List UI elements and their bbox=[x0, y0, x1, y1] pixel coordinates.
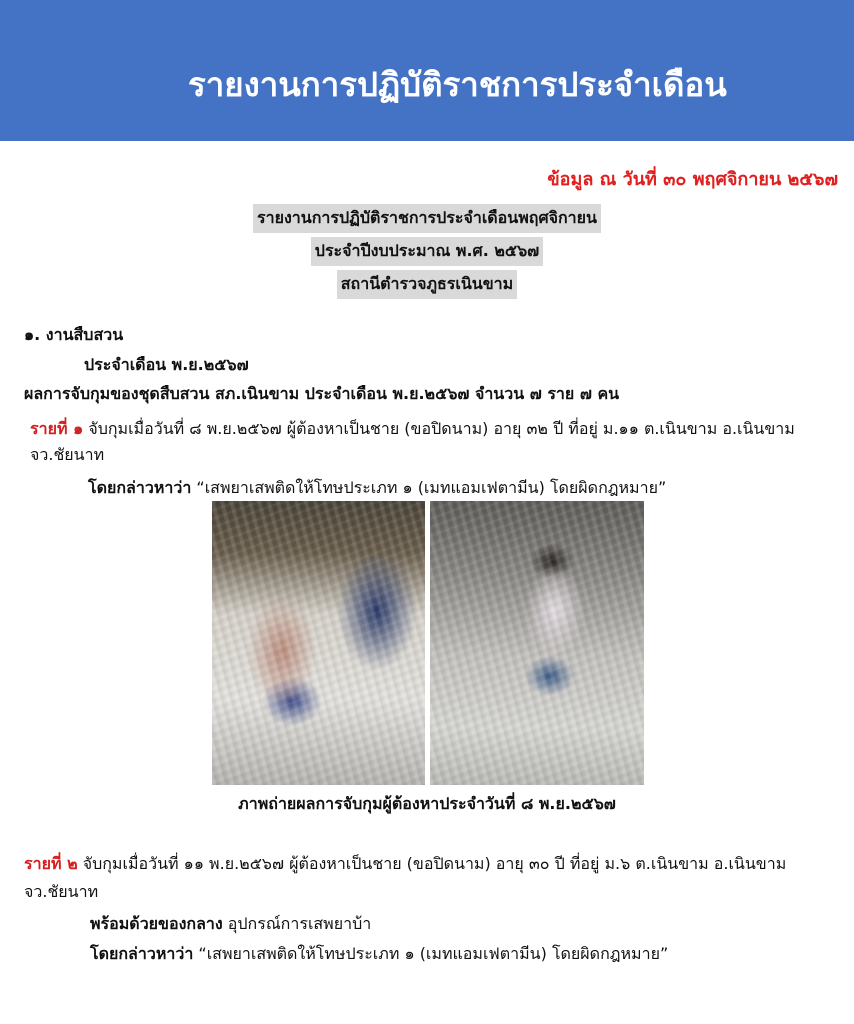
report-heading bbox=[0, 202, 854, 301]
case-1-charge-label: โดยกล่าวหาว่า bbox=[88, 478, 192, 497]
case-1-charge: “เสพยาเสพติดให้โทษประเภท ๑ (เมทแอมเฟตามีน) โดยผิดกฎหมาย” bbox=[191, 478, 667, 497]
case-2-evidence: อุปกรณ์การเสพยาบ้า bbox=[222, 914, 372, 933]
arrest-photo-right bbox=[430, 501, 644, 785]
arrest-photo-left bbox=[212, 501, 425, 785]
photo-caption: ภาพถ่ายผลการจับกุมผู้ต้องหาประจำวันที่ ๘ พ.ย.๒๕๖๗ bbox=[238, 794, 616, 813]
case-1-label: รายที่ ๑ bbox=[30, 419, 84, 438]
case-2-charge-line bbox=[90, 942, 668, 967]
data-date: ข้อมูล ณ วันที่ ๓๐ พฤศจิกายน ๒๕๖๗ bbox=[547, 169, 838, 190]
header-banner bbox=[0, 0, 854, 141]
case-1-line bbox=[30, 417, 795, 442]
arrest-summary: ผลการจับกุมของชุดสืบสวน สภ.เนินขาม ประจำเดือน พ.ย.๒๕๖๗ จำนวน ๗ ราย ๗ คน bbox=[24, 384, 620, 403]
report-heading-line-2: ประจำปีงบประมาณ พ.ศ. ๒๕๖๗ bbox=[311, 237, 543, 266]
case-2-charge-label: โดยกล่าวหาว่า bbox=[90, 944, 194, 963]
case-2-line bbox=[24, 852, 786, 877]
case-2-evidence-line bbox=[90, 912, 371, 937]
case-2-charge: “เสพยาเสพติดให้โทษประเภท ๑ (เมทแอมเฟตามีน) โดยผิดกฎหมาย” bbox=[193, 944, 669, 963]
section-title: ๑. งานสืบสวน bbox=[24, 325, 124, 344]
case-1-province: จว.ชัยนาท bbox=[30, 445, 105, 464]
case-1-charge-line bbox=[88, 476, 666, 501]
blur-overlay bbox=[430, 501, 644, 785]
case-2-text: จับกุมเมื่อวันที่ ๑๑ พ.ย.๒๕๖๗ ผู้ต้องหาเป็นชาย (ขอปิดนาม) อายุ ๓๐ ปี ที่อยู่ ม.๖ ต.เนินขาม อ.เนินขาม bbox=[77, 854, 787, 873]
blur-overlay bbox=[212, 501, 425, 785]
report-heading-line-3: สถานีตำรวจภูธรเนินขาม bbox=[337, 270, 517, 299]
case-2-province: จว.ชัยนาท bbox=[24, 882, 99, 901]
page-title: รายงานการปฏิบัติราชการประจำเดือน bbox=[188, 65, 727, 104]
section-month: ประจำเดือน พ.ย.๒๕๖๗ bbox=[84, 355, 249, 374]
report-heading-line-1: รายงานการปฏิบัติราชการประจำเดือนพฤศจิกายน bbox=[253, 204, 601, 233]
case-2-evidence-label: พร้อมด้วยของกลาง bbox=[90, 914, 223, 933]
case-1-text: จับกุมเมื่อวันที่ ๘ พ.ย.๒๕๖๗ ผู้ต้องหาเป็นชาย (ขอปิดนาม) อายุ ๓๒ ปี ที่อยู่ ม.๑๑ ต.เนินขาม อ.เนินขาม bbox=[83, 419, 795, 438]
case-2-label: รายที่ ๒ bbox=[24, 854, 78, 873]
